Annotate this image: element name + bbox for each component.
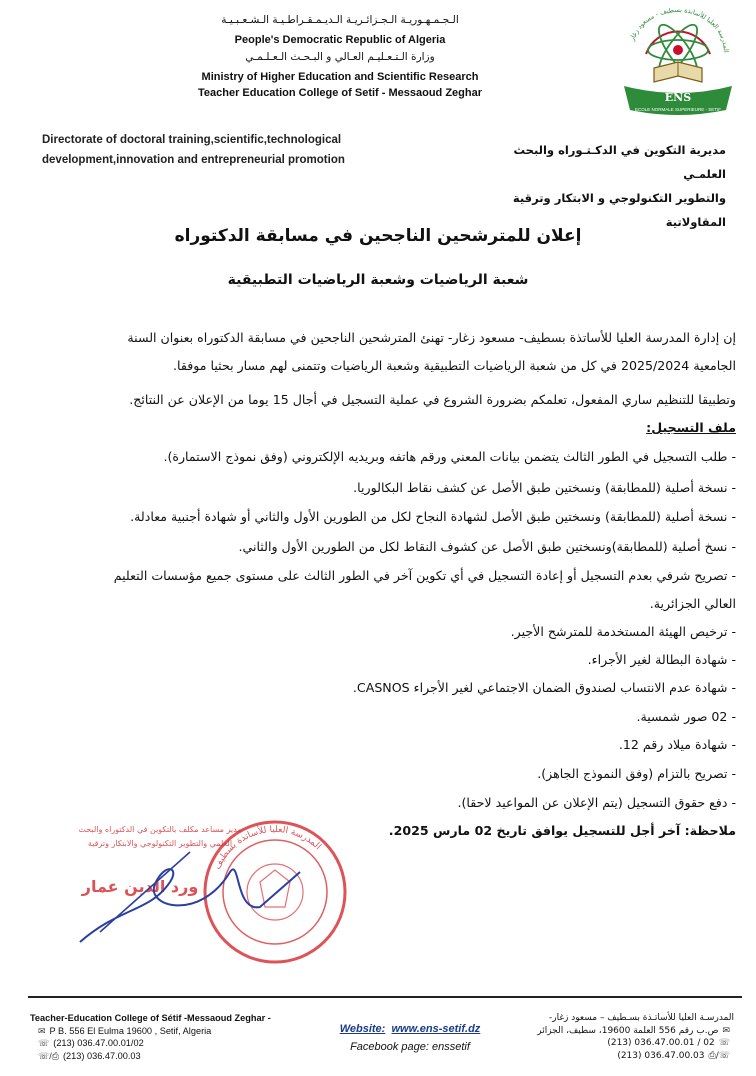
fax-icon: ☏/⎙	[38, 1050, 59, 1061]
list-item: - نسخ أصلية (للمطابقة)ونسختين طبق الأصل عن كشوف النقاط لكل من الطورين الأول والثاني.	[238, 539, 736, 554]
list-item: - طلب التسجيل في الطور الثالث يتضمن بيانات المعني ورقم هاتفه وبريديه الإلكتروني (وفق نموذج الاستمارة).	[163, 449, 736, 464]
republic-arabic: الـجـمـهـوريـة الـجـزائـريـة الـديـمـقـراطـيـة الـشـعـبـيـة	[221, 14, 459, 26]
fax-icon: ⎙/☏	[708, 1050, 730, 1061]
website-link[interactable]: www.ens-setif.dz	[391, 1023, 481, 1035]
svg-text:المدرسة العليا للأساتذة بسطيف: المدرسة العليا للأساتذة بسطيف - مسعود زغار	[627, 8, 731, 53]
footer-college-name-ar: المدرسـة العليا للأساتـذة بسـطيف – مسعود زغار-	[548, 1013, 734, 1023]
svg-text:العلمي والتطوير التكنولوجي وال: العلمي والتطوير التكنولوجي والابتكار وترقية	[87, 839, 233, 848]
svg-text:ورد الدين عمار: ورد الدين عمار	[81, 877, 199, 896]
directorate-en-line-1: Directorate of doctoral training,scientific,technological	[42, 134, 342, 146]
footer-contact-arabic	[537, 1012, 734, 1062]
list-item: العالي الجزائرية.	[649, 596, 736, 611]
intro-line-3: وتطبيقا للتنظيم ساري المفعول، تعلمكم بضرورة الشروع في عملية التسجيل في أجال 15 يوما من الإعلان عن النتائج.	[129, 392, 736, 407]
list-item: - 02 صور شمسية.	[636, 709, 736, 724]
footer-fax: (213) 036.47.00.03	[62, 1050, 141, 1061]
phone-icon: ☏	[718, 1038, 730, 1048]
intro-line-2: الجامعية 2025/2024 في كل من شعبة الرياضيات التطبيقية وشعبة الرياضيات وتتمنى لهم مسار بحثيا موفقا.	[173, 358, 736, 373]
announcement-subtitle: شعبة الرياضيات وشعبة الرياضيات التطبيقية	[227, 272, 529, 288]
list-item: - دفع حقوق التسجيل (يتم الإعلان عن المواعيد لاحقا).	[457, 795, 736, 810]
list-item: - نسخة أصلية (للمطابقة) ونسختين طبق الأصل لشهادة النجاح لكل من الطورين الأول والثاني أو شهادة أجنبية معادلة.	[130, 509, 736, 524]
footer-college-name: Teacher-Education College of Sétif -Messaoud Zeghar -	[30, 1013, 271, 1023]
official-stamp	[60, 812, 360, 972]
svg-text:المدرسة العليا للأساتذة بسطيف: المدرسة العليا للأساتذة بسطيف	[212, 824, 323, 872]
footer-divider	[28, 996, 742, 998]
list-item: - شهادة عدم الانتساب لصندوق الضمان الاجتماعي لغير الأجراء CASNOS.	[352, 680, 736, 695]
footer-address-ar: ص.ب رقم 556 العلمة 19600، سطيف، الجزائر	[537, 1025, 719, 1036]
footer-contact-english	[30, 1012, 271, 1062]
file-heading: ملف التسجيل:	[646, 420, 736, 435]
envelope-icon: ✉	[722, 1025, 730, 1036]
list-item: - نسخة أصلية (للمطابقة) ونسختين طبق الأصل عن كشف نقاط البكالوريا.	[353, 480, 736, 495]
envelope-icon: ✉	[38, 1025, 46, 1036]
footer-phone-ar: (213) 036.47.00.01 / 02	[607, 1038, 715, 1048]
phone-icon: ☏	[38, 1038, 50, 1048]
list-item: - تصريح شرفي بعدم التسجيل أو إعادة التسجيل في أي تكوين آخر في الطور الثالث على مستوى جميع مؤسسات التعليم	[113, 568, 736, 583]
college-english: Teacher Education College of Setif - Messaoud Zeghar	[197, 87, 482, 99]
svg-text:مدير مساعد مكلف بالتكوين في ال: مدير مساعد مكلف بالتكوين في الدكتوراه والبحث	[78, 825, 242, 834]
footer-web	[300, 1020, 520, 1056]
list-item: - تصريح بالتزام (وفق النموذج الجاهز).	[537, 766, 736, 781]
footer-fax-ar: (213) 036.47.00.03	[617, 1050, 705, 1061]
directorate-ar-line-1: مديرية التكوين في الدكـتـوراه والبحث العلمـي	[513, 143, 726, 181]
directorate-ar-line-2: والتطوير التكنولوجي و الابتكار وترقية المقاولاتية	[512, 191, 726, 229]
directorate-en-line-2: development,innovation and entrepreneurial promotion	[42, 154, 345, 166]
announcement-title: إعلان للمترشحين الناجحين في مسابقة الدكتوراه	[174, 226, 582, 246]
list-item: - ترخيص الهيئة المستخدمة للمترشح الأجير.	[510, 624, 736, 639]
logo-text: ENS	[664, 91, 692, 104]
ministry-arabic: وزارة الـتـعـليـم العـالي و البـحـث الـعـلـمـي	[245, 51, 435, 63]
website-label: Website:	[339, 1023, 386, 1035]
svg-text:ECOLE NORMALE SUPERIEURE - SET: ECOLE NORMALE SUPERIEURE - SETIF	[634, 107, 722, 112]
list-item: - شهادة البطالة لغير الأجراء.	[587, 652, 736, 667]
republic-english: People's Democratic Republic of Algeria	[234, 34, 446, 46]
list-item: - شهادة ميلاد رقم 12.	[618, 737, 736, 752]
footer-phone: (213) 036.47.00.01/02	[53, 1038, 144, 1048]
footer-address: P B. 556 El Eulma 19600 , Setif, Algeria	[49, 1025, 212, 1036]
ministry-english: Ministry of Higher Education and Scientific Research	[201, 71, 479, 83]
facebook-page: Facebook page: enssetif	[350, 1041, 470, 1053]
note: ملاحظة: آخر أجل للتسجيل يوافق تاريخ 02 مارس 2025.	[388, 823, 736, 838]
intro-line-1: إن إدارة المدرسة العليا للأساتذة بسطيف- مسعود زغار- تهنئ المترشحين الناجحين في مسابقة الدكتوراه بعنوان السنة	[127, 330, 736, 345]
